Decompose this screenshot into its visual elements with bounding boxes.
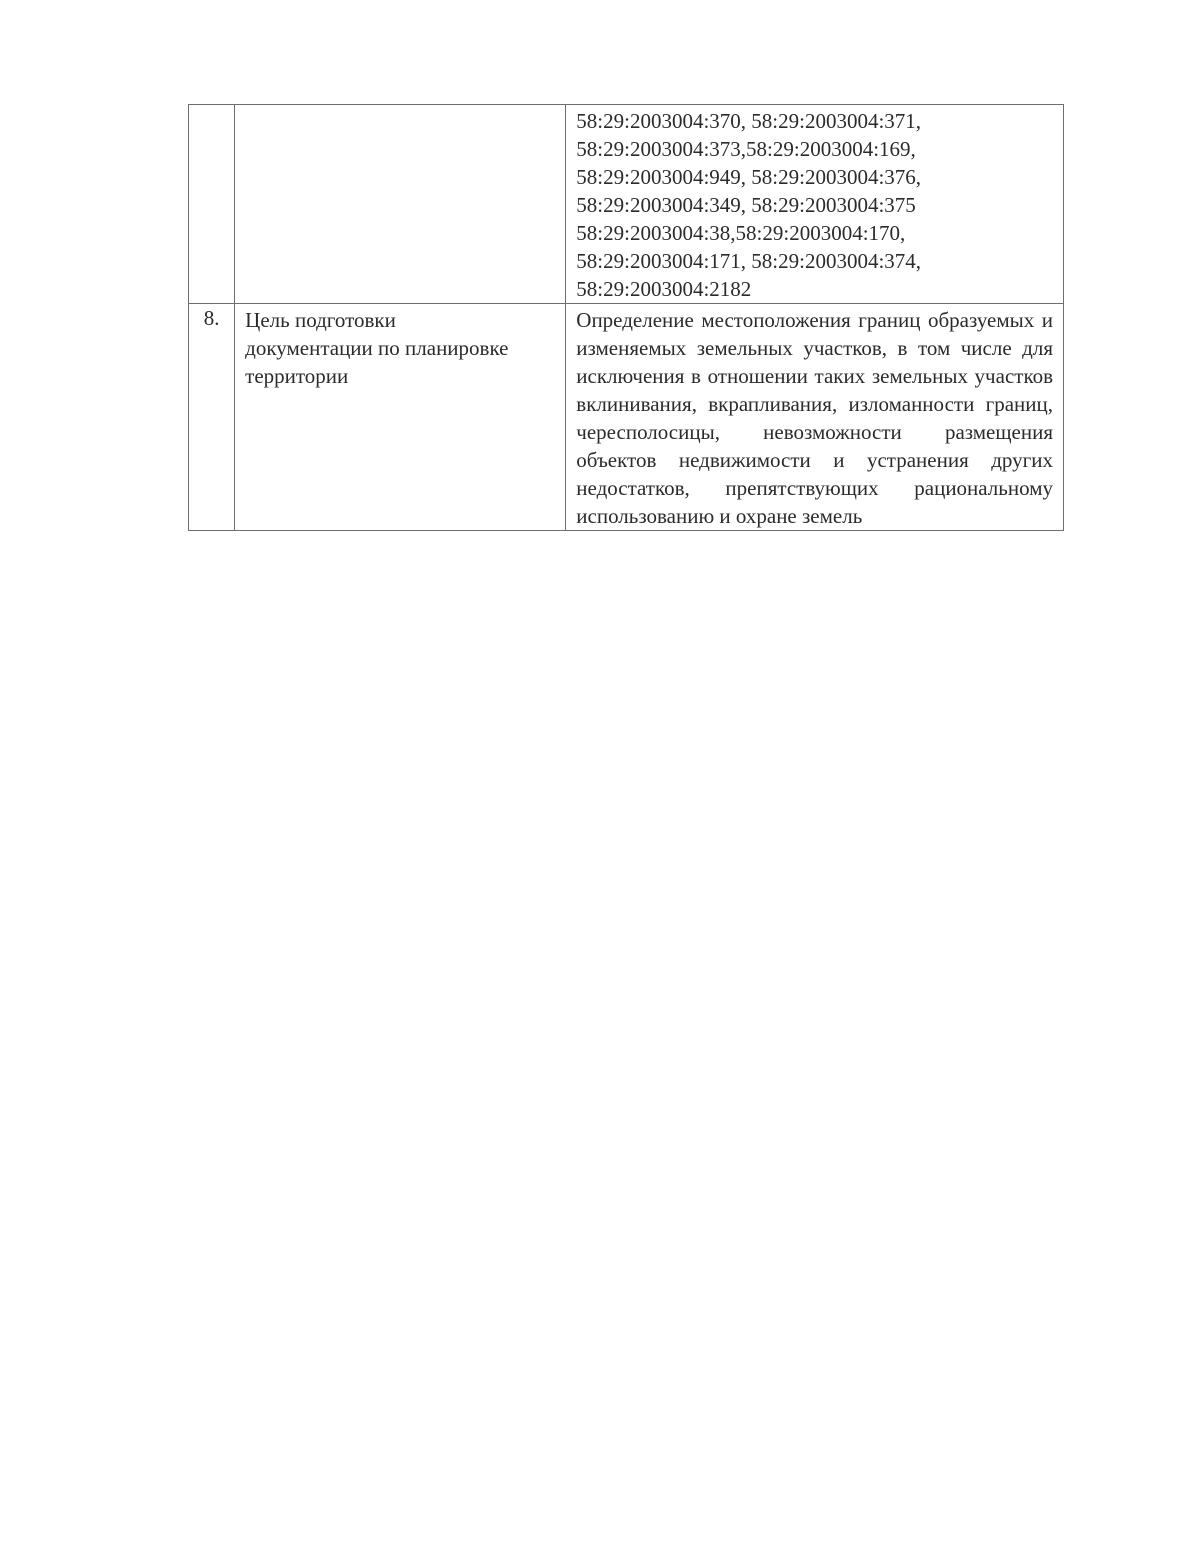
cadastral-numbers-cell <box>566 105 1064 304</box>
row-name-line: Цель подготовки <box>245 308 396 332</box>
cadastral-number-line: 58:29:2003004:349, 58:29:2003004:375 <box>576 193 916 217</box>
table-row-8 <box>189 304 1064 531</box>
document-table <box>188 104 1064 531</box>
row-name-cell <box>235 105 566 304</box>
row-number-cell: 8. <box>189 304 235 531</box>
cadastral-number-line: 58:29:2003004:949, 58:29:2003004:376, <box>576 165 922 189</box>
cadastral-number-line: 58:29:2003004:38,58:29:2003004:170, <box>576 221 906 245</box>
row-value-cell: Определение местоположения границ образуемых и изменяемых земельных участков, в том числе для исключения в отношении таких земельных участков вклинивания, вкрапливания, изломанности границ, чересполосицы, невозможности размещения объектов недвижимости и устранения других недостатков, препятствующих рациональному использованию и охране земель <box>566 304 1064 531</box>
row-name-line: территории <box>245 364 349 388</box>
row-name-line: документации по планировке <box>245 336 509 360</box>
cadastral-number-line: 58:29:2003004:370, 58:29:2003004:371, <box>576 109 922 133</box>
cadastral-number-line: 58:29:2003004:2182 <box>576 277 752 301</box>
cadastral-number-line: 58:29:2003004:373,58:29:2003004:169, <box>576 137 916 161</box>
table-row-continuation <box>189 105 1064 304</box>
row-name-cell <box>235 304 566 531</box>
cadastral-number-line: 58:29:2003004:171, 58:29:2003004:374, <box>576 249 922 273</box>
row-number-cell <box>189 105 235 304</box>
